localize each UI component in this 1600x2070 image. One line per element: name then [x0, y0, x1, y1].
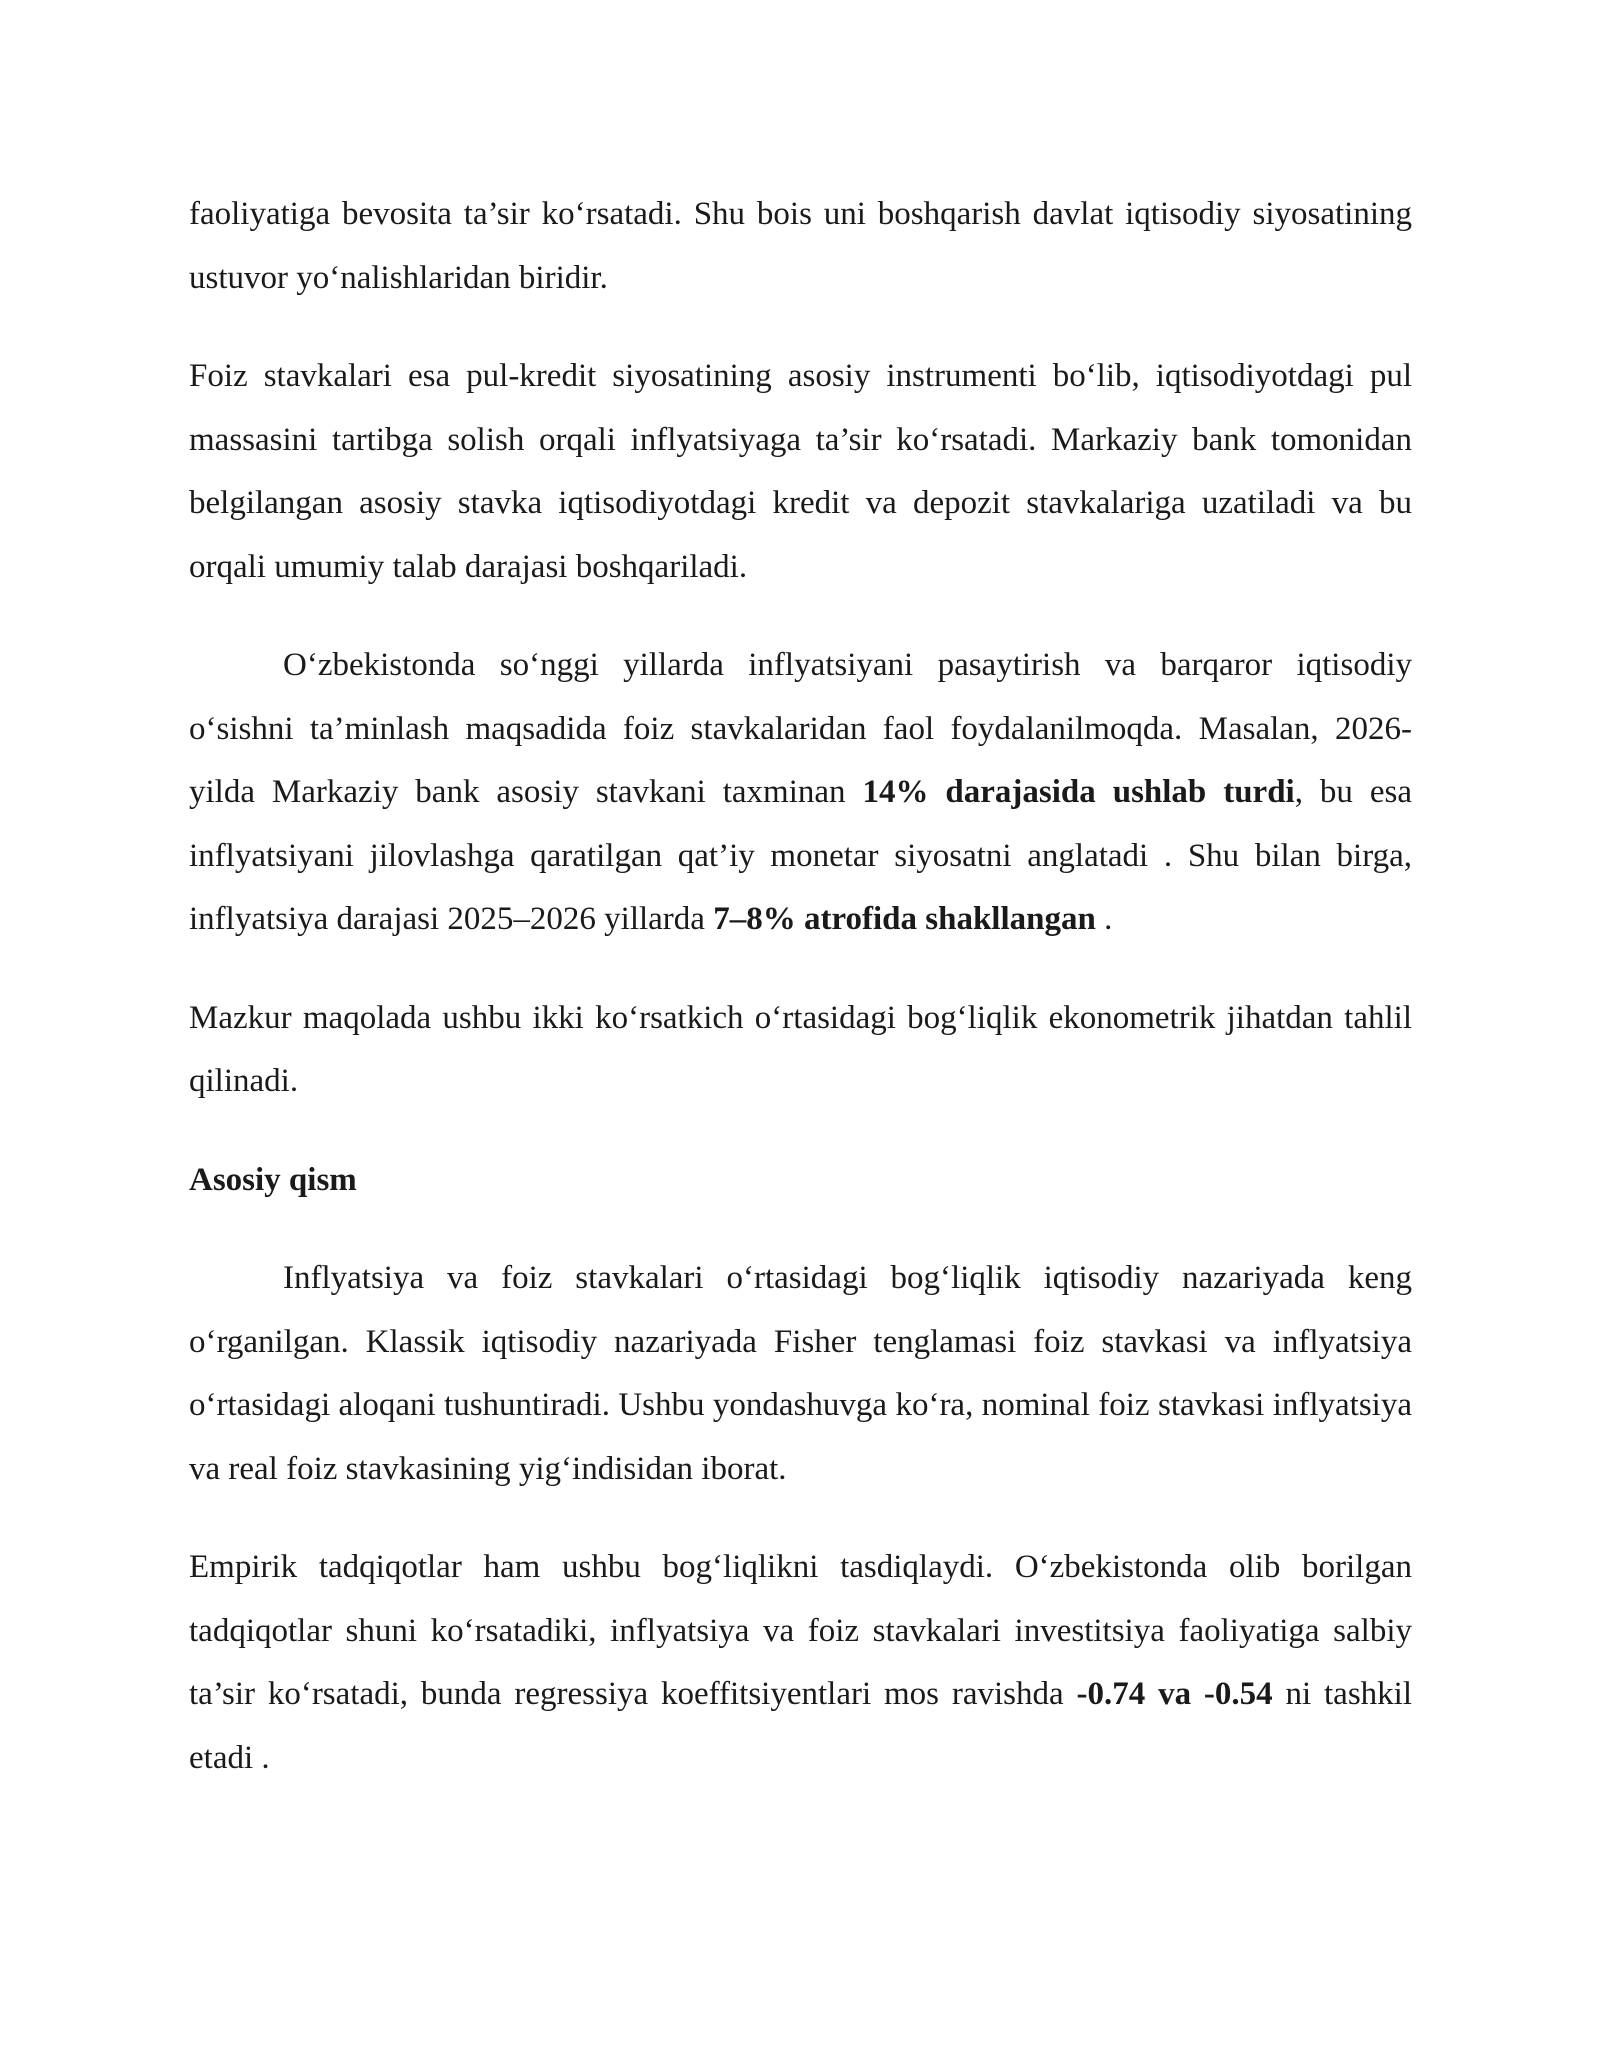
- paragraph: Mazkur maqolada ushbu ikki ko‘rsatkich o‘rtasidagi bog‘liqlik ekonometrik jihatdan tahlil qilinadi.: [189, 999, 1412, 1099]
- paragraph: [189, 634, 1412, 952]
- section-heading: Asosiy qism: [189, 1161, 357, 1198]
- paragraph-text: .: [1095, 901, 1113, 937]
- paragraph-text: O‘zbekistonda so‘nggi yillarda inflyatsiyani pasaytirish va barqaror iqtisodiy o‘sishni ta’minlash maqsadida foiz stavkalaridan faol foydalanilmoqda. Masalan, 2026-yilda Markaziy bank asosiy stavkani taxminan: [189, 647, 1412, 810]
- paragraph-text: , bu esa inflyatsiyani jilovlashga qaratilgan qat’iy monetar siyosatni anglatadi . Shu bilan birga, inflyatsiya darajasi 2025–2026 yillarda: [189, 774, 1412, 937]
- paragraph: Inflyatsiya va foiz stavkalari o‘rtasidagi bog‘liqlik iqtisodiy nazariyada keng o‘rganilgan. Klassik iqtisodiy nazariyada Fisher tenglamasi foiz stavkasi va inflyatsiya o‘rtasidagi aloqani tushuntiradi. Ushbu yondashuvga ko‘ra, nominal foiz stavkasi inflyatsiya va real foiz stavkasining yig‘indisidan iborat.: [189, 1260, 1412, 1487]
- bold-text: -0.74 va -0.54: [1076, 1676, 1273, 1712]
- paragraph-text: Empirik tadqiqotlar ham ushbu bog‘liqlikni tasdiqlaydi. O‘zbekistonda olib borilgan tadqiqotlar shuni ko‘rsatadiki, inflyatsiya va foiz stavkalari investitsiya faoliyatiga salbiy ta’sir ko‘rsatadi, bunda regressiya koeffitsiyentlari mos ravishda: [189, 1549, 1412, 1712]
- bold-text: 14% darajasida ushlab turdi: [862, 774, 1295, 810]
- document-body: [189, 183, 1412, 1825]
- bold-text: 7–8% atrofida shakllangan: [713, 901, 1096, 937]
- paragraph: faoliyatiga bevosita ta’sir ko‘rsatadi. Shu bois uni boshqarish davlat iqtisodiy siyosatining ustuvor yo‘nalishlaridan biridir.: [189, 196, 1412, 296]
- paragraph-text: ni tashkil etadi .: [189, 1676, 1413, 1776]
- paragraph: Foiz stavkalari esa pul-kredit siyosatining asosiy instrumenti bo‘lib, iqtisodiyotdagi pul massasini tartibga solish orqali inflyatsiyaga ta’sir ko‘rsatadi. Markaziy bank tomonidan belgilangan asosiy stavka iqtisodiyotdagi kredit va depozit stavkalariga uzatiladi va bu orqali umumiy talab darajasi boshqariladi.: [189, 358, 1412, 585]
- paragraph: [189, 1536, 1412, 1790]
